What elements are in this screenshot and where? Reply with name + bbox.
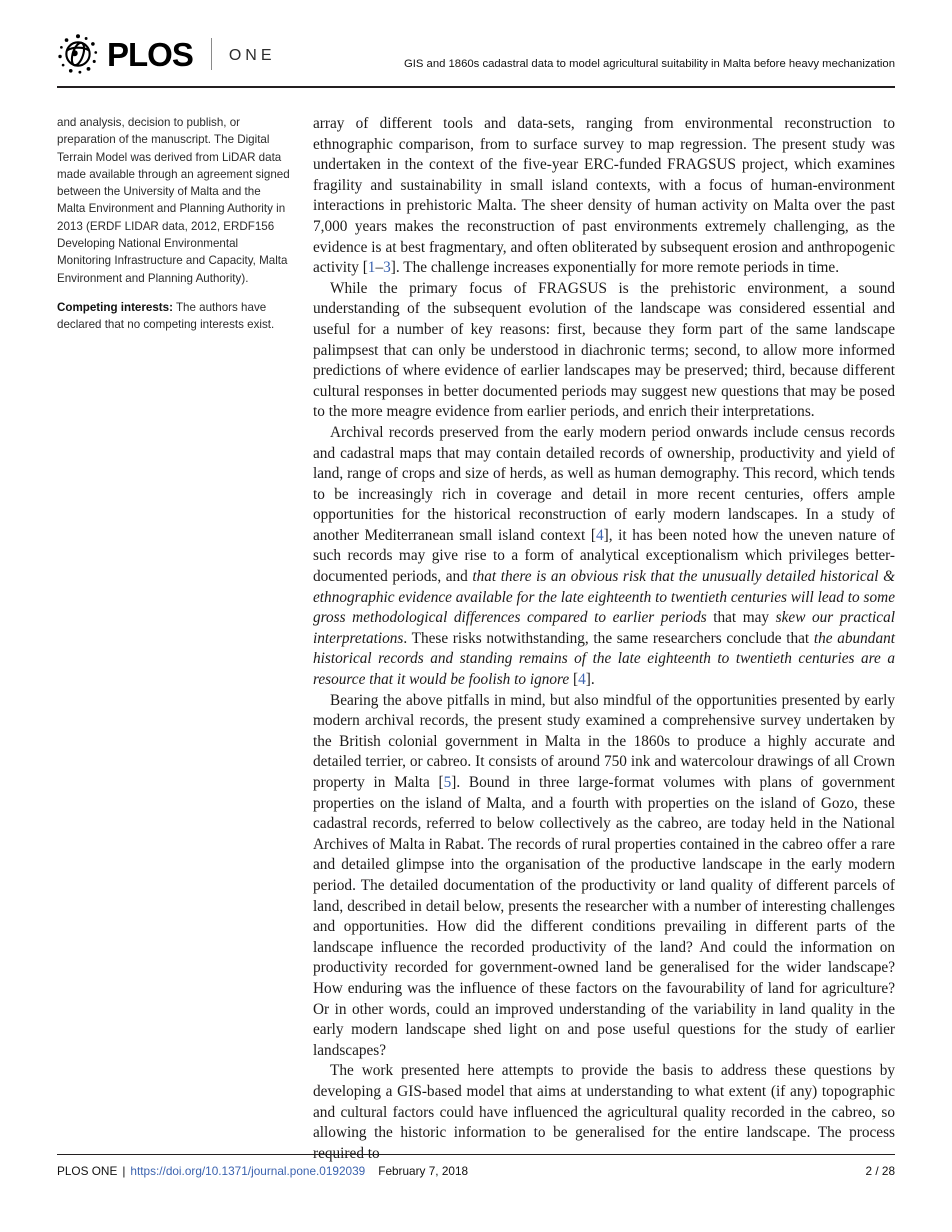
- footer-journal-name: PLOS ONE: [57, 1164, 118, 1178]
- margin-notes-sidebar: [57, 114, 290, 1164]
- logo-divider: [211, 38, 212, 70]
- body-paragraph: [313, 114, 895, 279]
- text-segment: ].: [585, 671, 595, 689]
- text-segment: that may: [706, 609, 776, 627]
- text-segment: that there is an obvious risk that the unusually detailed historical & ethnographic evidence available for the late eighteenth to twentieth centuries will lead to some gross methodological differences compared to earlier periods: [313, 568, 895, 627]
- page-footer: [57, 1164, 895, 1178]
- footer-separator: |: [122, 1164, 126, 1178]
- page-content: [57, 90, 895, 1164]
- body-paragraph: [313, 423, 895, 691]
- body-paragraph: [313, 279, 895, 423]
- footer-rule: [57, 1154, 895, 1155]
- text-segment: –: [375, 259, 384, 277]
- funding-note: and analysis, decision to publish, or preparation of the manuscript. The Digital Terrain Model was derived from LiDAR data made available through an agreement signed between the University of Malta and the Malta Environment and Planning Authority in 2013 (ERDF LIDAR data, 2012, ERDF156 Developing National Environmental Monitoring Infrastructure and Capacity, Malta Environment and Planning Authority).: [57, 116, 290, 285]
- text-segment: Archival records preserved from the early modern period onwards include census records and cadastral maps that may contain detailed records of ownership, productivity and yield of land, range of crops and size of herds, as well as human demography. This record, which tends to be increasingly rich in coverage and detail in more recent centuries, offers ample opportunities for the historical reconstruction of early modern landscapes. In a study of another Mediterranean small island context [: [313, 423, 895, 544]
- body-paragraph: [313, 1061, 895, 1164]
- text-segment: ]. The challenge increases exponentially for more remote periods in time.: [390, 259, 840, 277]
- text-segment: . These risks notwithstanding, the same researchers conclude that: [403, 629, 814, 647]
- page-number: 2 / 28: [865, 1164, 895, 1178]
- citation-link[interactable]: 5: [443, 774, 452, 791]
- competing-interests-text: The authors have declared that no competing interests exist.: [57, 300, 275, 332]
- running-head: GIS and 1860s cadastral data to model agricultural suitability in Malta before heavy mechanization: [403, 58, 895, 70]
- page-header: [57, 0, 895, 88]
- text-segment: the abundant historical records and standing remains of the late eighteenth to twentieth centuries are a resource that it would be foolish to ignore: [313, 629, 895, 689]
- plos-wordmark: PLOS: [107, 35, 193, 73]
- plos-one-logo: [57, 32, 276, 76]
- competing-interests-note: [57, 299, 290, 334]
- doi-link[interactable]: https://doi.org/10.1371/journal.pone.0192039: [130, 1164, 366, 1178]
- text-segment: skew our practical interpretations: [313, 609, 895, 647]
- text-segment: Bearing the above pitfalls in mind, but also mindful of the opportunities presented by early modern archival records, the present study examined a comprehensive survey undertaken by the British colonial government in Malta in the 1860s to produce a highly accurate and detailed terrier, or cabreo. It consists of around 750 ink and watercolour drawings of all Crown property in Malta [: [313, 691, 895, 791]
- text-segment: The work presented here attempts to provide the basis to address these questions by developing a GIS-based model that aims at understanding to what extent (if any) topographic and cultural factors could have influenced the agricultural quality recorded in the cabreo, so allowing the historic information to be generalised for the entire landscape. The process required to: [313, 1062, 895, 1162]
- text-segment: [: [569, 671, 579, 689]
- text-segment: ]. Bound in three large-format volumes with plans of government properties on the island of Malta, and a fourth with properties on the island of Gozo, these cadastral records, referred to below collectively as the cabreo, are today held in the National Archives of Malta in Rabat. The records of rural properties contained in the cabreo offer a rare and detailed glimpse into the organisation of the productive landscape in the early modern period. The detailed documentation of the productivity or land quality of different parcels of land, described in detail below, presents the researcher with a number of interesting challenges and opportunities. How did the different conditions prevailing in different parts of the landscape influence the recorded productivity of the land? And could the information on productivity recorded for government-owned land be generalised for the wider landscape? How enduring was the influence of these factors on the favourability of land for agriculture? Or in other words, could an improved understanding of the variability in land quality in the early modern landscape shed light on and pose useful questions for the study of earlier landscapes?: [313, 774, 895, 1059]
- citation-link[interactable]: 4: [578, 671, 586, 689]
- citation-link[interactable]: 4: [595, 526, 604, 544]
- plos-globe-icon: [57, 32, 99, 76]
- body-paragraph: [313, 691, 895, 1062]
- competing-interests-label: Competing interests:: [57, 300, 173, 314]
- footer-date: February 7, 2018: [378, 1164, 469, 1178]
- text-segment: ], it has been noted how the uneven nature of such records may give rise to a form of analytical exceptionalism which privileges better-documented periods, and: [313, 526, 895, 586]
- one-wordmark: ONE: [228, 47, 276, 64]
- body-text: [313, 114, 895, 1164]
- citation-link[interactable]: 3: [383, 259, 391, 277]
- text-segment: While the primary focus of FRAGSUS is the prehistoric environment, a sound understanding of the subsequent evolution of the landscape was considered essential and useful for a number of key reasons: first, because they form part of the same landscape palimpsest that can only be understood in diachronic terms; second, to allow more informed predictions of where evidence of earlier landscapes may be preserved; third, because different cultural responses in better documented periods may suggest new questions that may be posed to the more meagre evidence from earlier periods, and enrich their interpretations.: [313, 279, 895, 421]
- text-segment: array of different tools and data-sets, ranging from environmental reconstruction to ethnographic comparison, from to surface survey to map regression. The present study was undertaken in the context of the five-year ERC-funded FRAGSUS project, which examines fragility and sustainability in small island contexts, with a focus of human-environment interactions in prehistoric Malta. The sheer density of human activity on Malta over the past 7,000 years makes the reconstruction of past environments extremely challenging, as the evidence is at best fragmentary, and often obliterated by subsequent erosion and anthropogenic activity [: [313, 115, 895, 277]
- citation-link[interactable]: 1: [367, 259, 376, 277]
